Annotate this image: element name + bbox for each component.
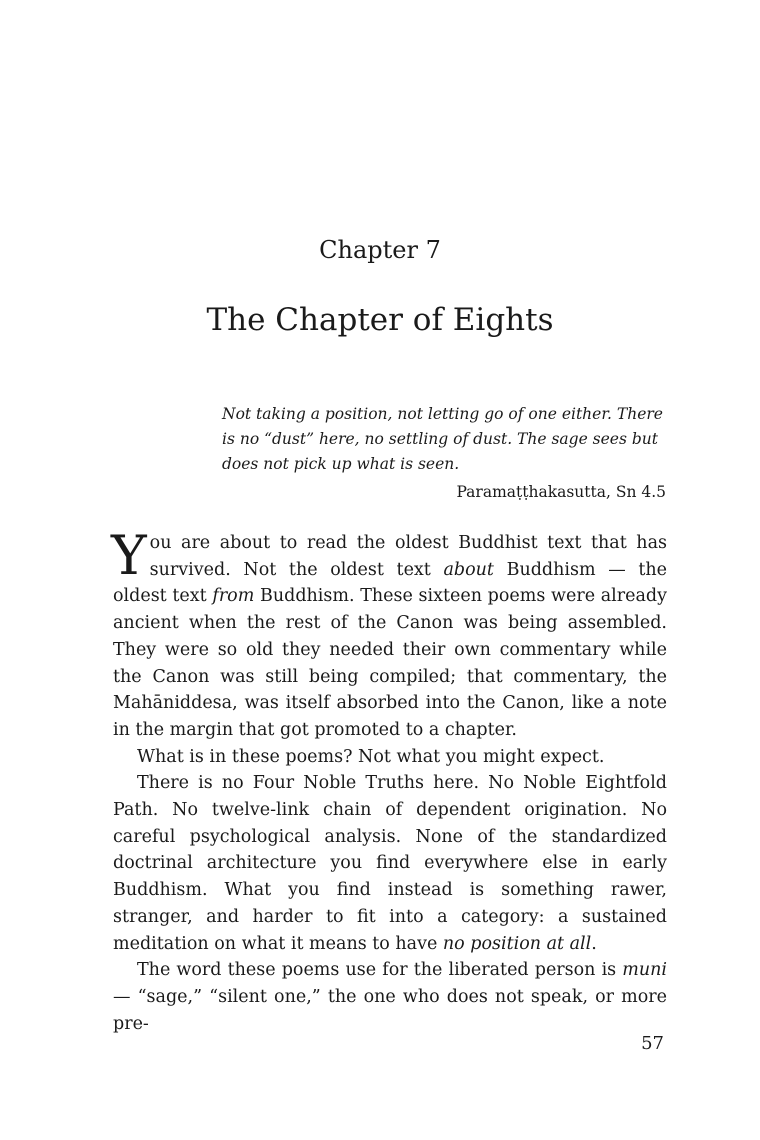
epigraph-quote: Not taking a position, not letting go of one either. There is no “dust” here, no settling of dust. The sage sees but does not pick up what is seen. <box>222 405 663 473</box>
drop-cap: Y <box>111 524 147 587</box>
body-text <box>111 524 667 1037</box>
chapter-number: Chapter 7 <box>319 236 441 264</box>
emphasis-from: from <box>212 586 255 607</box>
paragraph-4-text-a: The word these poems use for the liberated person is <box>137 960 623 981</box>
page-number: 57 <box>641 1033 664 1054</box>
paragraph-3 <box>113 770 667 957</box>
epigraph-attribution: Paramaṭṭhakasutta, Sn 4.5 <box>456 483 666 501</box>
paragraph-1-text-b: Buddhism — the oldest text <box>113 559 667 607</box>
emphasis-muni: muni <box>622 960 667 981</box>
paragraph-1 <box>111 524 667 744</box>
paragraph-4 <box>113 957 667 1037</box>
paragraph-4-text-b: — “sage,” “silent one,” the one who does not speak, or more pre- <box>113 986 667 1034</box>
paragraph-2: What is in these poems? Not what you might expect. <box>137 746 605 767</box>
paragraph-1-text-c: Buddhism. These sixteen poems were already ancient when the rest of the Canon was being assembled. They were so old they needed their own commentary while the Canon was still being compiled; that commentary, the Mahāniddesa, was itself absorbed into the Canon, like a note in the margin that got promoted to a chapter. <box>113 586 667 740</box>
emphasis-no-position: no position at all <box>442 933 592 954</box>
emphasis-about: about <box>443 559 494 580</box>
paragraph-3-text-a: There is no Four Noble Truths here. No Noble Eightfold Path. No twelve-link chain of dependent origination. No careful psychological analysis. None of the standardized doctrinal architecture you find everywhere else in early Buddhism. What you find instead is something rawer, stranger, and harder to fit into a category: a sustained meditation on what it means to have <box>113 773 667 954</box>
paragraph-3-text-b: . <box>591 933 597 954</box>
paragraph-1-text-a: ou are about to read the oldest Buddhist text that has survived. Not the oldest text <box>149 533 667 580</box>
chapter-title: The Chapter of Eights <box>206 302 554 338</box>
